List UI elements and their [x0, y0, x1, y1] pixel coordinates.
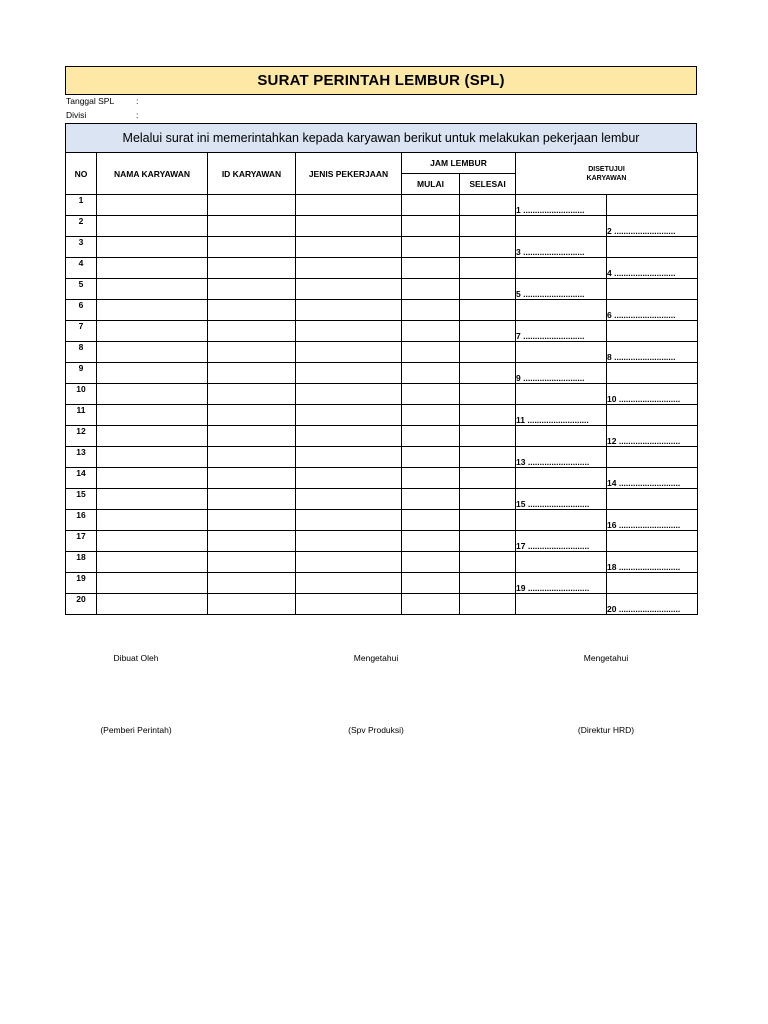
mulai-cell[interactable] [402, 468, 460, 489]
id-karyawan-cell[interactable] [208, 447, 296, 468]
selesai-cell[interactable] [460, 216, 516, 237]
signature-left-cell[interactable]: 7 .......................... [516, 321, 607, 342]
table-row [66, 363, 698, 384]
table-row [66, 531, 698, 552]
row-number: 10 [66, 384, 97, 405]
row-number: 15 [66, 489, 97, 510]
signature-left-cell[interactable] [516, 384, 607, 405]
selesai-cell[interactable] [460, 426, 516, 447]
signature-left-cell[interactable] [516, 594, 607, 615]
jenis-pekerjaan-cell[interactable] [296, 321, 402, 342]
signature-right-cell[interactable]: 2 .......................... [607, 216, 698, 237]
signature-right-cell[interactable] [607, 489, 698, 510]
table-row [66, 258, 698, 279]
header-mulai: MULAI [402, 174, 460, 195]
header-jam-lembur: JAM LEMBUR [402, 153, 516, 174]
signature-left-cell[interactable]: 13 .......................... [516, 447, 607, 468]
nama-karyawan-cell[interactable] [97, 405, 208, 426]
table-row [66, 300, 698, 321]
id-karyawan-cell[interactable] [208, 405, 296, 426]
signature-right-cell[interactable]: 8 .......................... [607, 342, 698, 363]
table-row [66, 573, 698, 594]
signature-role-direktur-hrd: (Direktur HRD) [577, 725, 635, 735]
signature-right-cell[interactable]: 14 .......................... [607, 468, 698, 489]
mulai-cell[interactable] [402, 594, 460, 615]
table-row [66, 594, 698, 615]
jenis-pekerjaan-cell[interactable] [296, 258, 402, 279]
table-row [66, 489, 698, 510]
nama-karyawan-cell[interactable] [97, 258, 208, 279]
selesai-cell[interactable] [460, 363, 516, 384]
mulai-cell[interactable] [402, 426, 460, 447]
table-row [66, 321, 698, 342]
table-row [66, 510, 698, 531]
row-number: 3 [66, 237, 97, 258]
selesai-cell[interactable] [460, 258, 516, 279]
row-number: 11 [66, 405, 97, 426]
id-karyawan-cell[interactable] [208, 321, 296, 342]
mulai-cell[interactable] [402, 195, 460, 216]
header-jenis-pekerjaan: JENIS PEKERJAAN [296, 153, 402, 195]
nama-karyawan-cell[interactable] [97, 552, 208, 573]
mulai-cell[interactable] [402, 405, 460, 426]
table-row [66, 195, 698, 216]
jenis-pekerjaan-cell[interactable] [296, 489, 402, 510]
row-number: 18 [66, 552, 97, 573]
table-row [66, 447, 698, 468]
jenis-pekerjaan-cell[interactable] [296, 237, 402, 258]
mulai-cell[interactable] [402, 384, 460, 405]
mulai-cell[interactable] [402, 489, 460, 510]
id-karyawan-cell[interactable] [208, 279, 296, 300]
signature-right-cell[interactable] [607, 363, 698, 384]
jenis-pekerjaan-cell[interactable] [296, 300, 402, 321]
id-karyawan-cell[interactable] [208, 258, 296, 279]
nama-karyawan-cell[interactable] [97, 573, 208, 594]
id-karyawan-cell[interactable] [208, 342, 296, 363]
selesai-cell[interactable] [460, 552, 516, 573]
signature-left-cell[interactable]: 5 .......................... [516, 279, 607, 300]
signature-left-cell[interactable] [516, 468, 607, 489]
signature-left-cell[interactable]: 17 .......................... [516, 531, 607, 552]
signature-right-cell[interactable]: 10 .......................... [607, 384, 698, 405]
nama-karyawan-cell[interactable] [97, 237, 208, 258]
signature-left-cell[interactable]: 15 .......................... [516, 489, 607, 510]
header-id-karyawan: ID KARYAWAN [208, 153, 296, 195]
row-number: 1 [66, 195, 97, 216]
selesai-cell[interactable] [460, 195, 516, 216]
overtime-table [65, 152, 698, 615]
selesai-cell[interactable] [460, 300, 516, 321]
table-row [66, 342, 698, 363]
id-karyawan-cell[interactable] [208, 510, 296, 531]
row-number: 19 [66, 573, 97, 594]
mulai-cell[interactable] [402, 447, 460, 468]
header-no: NO [66, 153, 97, 195]
id-karyawan-cell[interactable] [208, 489, 296, 510]
jenis-pekerjaan-cell[interactable] [296, 363, 402, 384]
header-selesai: SELESAI [460, 174, 516, 195]
tanggal-spl-field [66, 96, 138, 106]
selesai-cell[interactable] [460, 489, 516, 510]
row-number: 6 [66, 300, 97, 321]
divisi-label: Divisi [66, 110, 87, 120]
intro-text: Melalui surat ini memerintahkan kepada karyawan berikut untuk melakukan pekerjaan lembur [65, 123, 697, 152]
nama-karyawan-cell[interactable] [97, 531, 208, 552]
signature-left-cell[interactable]: 19 .......................... [516, 573, 607, 594]
mulai-cell[interactable] [402, 258, 460, 279]
jenis-pekerjaan-cell[interactable] [296, 447, 402, 468]
nama-karyawan-cell[interactable] [97, 594, 208, 615]
row-number: 17 [66, 531, 97, 552]
signature-heading-dibuat-oleh: Dibuat Oleh [113, 653, 159, 663]
nama-karyawan-cell[interactable] [97, 195, 208, 216]
tanggal-spl-separator: : [136, 96, 139, 106]
signature-left-cell[interactable]: 11 .......................... [516, 405, 607, 426]
id-karyawan-cell[interactable] [208, 300, 296, 321]
id-karyawan-cell[interactable] [208, 237, 296, 258]
jenis-pekerjaan-cell[interactable] [296, 573, 402, 594]
signature-right-cell[interactable] [607, 321, 698, 342]
signature-right-cell[interactable]: 16 .......................... [607, 510, 698, 531]
jenis-pekerjaan-cell[interactable] [296, 510, 402, 531]
signature-right-cell[interactable]: 20 .......................... [607, 594, 698, 615]
header-disetujui-karyawan [516, 153, 698, 195]
table-row [66, 405, 698, 426]
jenis-pekerjaan-cell[interactable] [296, 216, 402, 237]
mulai-cell[interactable] [402, 237, 460, 258]
signature-left-cell[interactable]: 9 .......................... [516, 363, 607, 384]
signature-left-cell[interactable] [516, 216, 607, 237]
nama-karyawan-cell[interactable] [97, 279, 208, 300]
selesai-cell[interactable] [460, 405, 516, 426]
id-karyawan-cell[interactable] [208, 594, 296, 615]
signature-right-cell[interactable] [607, 573, 698, 594]
selesai-cell[interactable] [460, 342, 516, 363]
nama-karyawan-cell[interactable] [97, 489, 208, 510]
signature-left-cell[interactable] [516, 510, 607, 531]
id-karyawan-cell[interactable] [208, 552, 296, 573]
jenis-pekerjaan-cell[interactable] [296, 552, 402, 573]
signature-right-cell[interactable] [607, 237, 698, 258]
id-karyawan-cell[interactable] [208, 468, 296, 489]
selesai-cell[interactable] [460, 573, 516, 594]
table-row [66, 384, 698, 405]
nama-karyawan-cell[interactable] [97, 447, 208, 468]
signature-left-cell[interactable] [516, 258, 607, 279]
mulai-cell[interactable] [402, 279, 460, 300]
row-number: 5 [66, 279, 97, 300]
table-row [66, 279, 698, 300]
mulai-cell[interactable] [402, 216, 460, 237]
row-number: 8 [66, 342, 97, 363]
signature-left-cell[interactable] [516, 426, 607, 447]
row-number: 12 [66, 426, 97, 447]
table-row [66, 552, 698, 573]
id-karyawan-cell[interactable] [208, 384, 296, 405]
id-karyawan-cell[interactable] [208, 531, 296, 552]
row-number: 13 [66, 447, 97, 468]
jenis-pekerjaan-cell[interactable] [296, 405, 402, 426]
selesai-cell[interactable] [460, 237, 516, 258]
jenis-pekerjaan-cell[interactable] [296, 531, 402, 552]
mulai-cell[interactable] [402, 363, 460, 384]
nama-karyawan-cell[interactable] [97, 510, 208, 531]
mulai-cell[interactable] [402, 300, 460, 321]
table-row [66, 426, 698, 447]
signature-right-cell[interactable] [607, 531, 698, 552]
table-row [66, 237, 698, 258]
row-number: 4 [66, 258, 97, 279]
selesai-cell[interactable] [460, 321, 516, 342]
signature-right-cell[interactable]: 6 .......................... [607, 300, 698, 321]
mulai-cell[interactable] [402, 531, 460, 552]
mulai-cell[interactable] [402, 552, 460, 573]
signature-left-cell[interactable] [516, 342, 607, 363]
nama-karyawan-cell[interactable] [97, 468, 208, 489]
table-body [66, 195, 698, 615]
mulai-cell[interactable] [402, 342, 460, 363]
signature-right-cell[interactable]: 4 .......................... [607, 258, 698, 279]
jenis-pekerjaan-cell[interactable] [296, 279, 402, 300]
jenis-pekerjaan-cell[interactable] [296, 384, 402, 405]
row-number: 16 [66, 510, 97, 531]
selesai-cell[interactable] [460, 594, 516, 615]
jenis-pekerjaan-cell[interactable] [296, 594, 402, 615]
jenis-pekerjaan-cell[interactable] [296, 468, 402, 489]
signature-right-cell[interactable] [607, 447, 698, 468]
selesai-cell[interactable] [460, 279, 516, 300]
mulai-cell[interactable] [402, 510, 460, 531]
row-number: 14 [66, 468, 97, 489]
signature-right-cell[interactable] [607, 195, 698, 216]
id-karyawan-cell[interactable] [208, 573, 296, 594]
selesai-cell[interactable] [460, 447, 516, 468]
signature-right-cell[interactable] [607, 405, 698, 426]
divisi-field [66, 110, 138, 120]
jenis-pekerjaan-cell[interactable] [296, 342, 402, 363]
nama-karyawan-cell[interactable] [97, 363, 208, 384]
selesai-cell[interactable] [460, 531, 516, 552]
signature-left-cell[interactable] [516, 552, 607, 573]
table-row [66, 216, 698, 237]
nama-karyawan-cell[interactable] [97, 216, 208, 237]
row-number: 2 [66, 216, 97, 237]
header-disetujui-line2: KARYAWAN [586, 174, 627, 182]
selesai-cell[interactable] [460, 510, 516, 531]
nama-karyawan-cell[interactable] [97, 321, 208, 342]
signature-right-cell[interactable]: 12 .......................... [607, 426, 698, 447]
mulai-cell[interactable] [402, 321, 460, 342]
signature-role-pemberi-perintah: (Pemberi Perintah) [100, 725, 172, 735]
signature-role-spv-produksi: (Spv Produksi) [348, 725, 404, 735]
nama-karyawan-cell[interactable] [97, 300, 208, 321]
id-karyawan-cell[interactable] [208, 195, 296, 216]
nama-karyawan-cell[interactable] [97, 426, 208, 447]
row-number: 20 [66, 594, 97, 615]
id-karyawan-cell[interactable] [208, 426, 296, 447]
signature-heading-mengetahui-direktur: Mengetahui [583, 653, 629, 663]
row-number: 7 [66, 321, 97, 342]
signature-right-cell[interactable]: 18 .......................... [607, 552, 698, 573]
row-number: 9 [66, 363, 97, 384]
signature-left-cell[interactable]: 1 .......................... [516, 195, 607, 216]
nama-karyawan-cell[interactable] [97, 384, 208, 405]
document-title: SURAT PERINTAH LEMBUR (SPL) [65, 66, 697, 95]
id-karyawan-cell[interactable] [208, 363, 296, 384]
id-karyawan-cell[interactable] [208, 216, 296, 237]
nama-karyawan-cell[interactable] [97, 342, 208, 363]
signature-left-cell[interactable]: 3 .......................... [516, 237, 607, 258]
signature-heading-mengetahui-spv: Mengetahui [353, 653, 399, 663]
header-nama-karyawan: NAMA KARYAWAN [97, 153, 208, 195]
jenis-pekerjaan-cell[interactable] [296, 426, 402, 447]
selesai-cell[interactable] [460, 384, 516, 405]
signature-right-cell[interactable] [607, 279, 698, 300]
tanggal-spl-label: Tanggal SPL [66, 96, 115, 106]
header-disetujui-line1: DISETUJUI [588, 165, 625, 173]
table-row [66, 468, 698, 489]
mulai-cell[interactable] [402, 573, 460, 594]
divisi-separator: : [136, 110, 139, 120]
selesai-cell[interactable] [460, 468, 516, 489]
jenis-pekerjaan-cell[interactable] [296, 195, 402, 216]
signature-left-cell[interactable] [516, 300, 607, 321]
